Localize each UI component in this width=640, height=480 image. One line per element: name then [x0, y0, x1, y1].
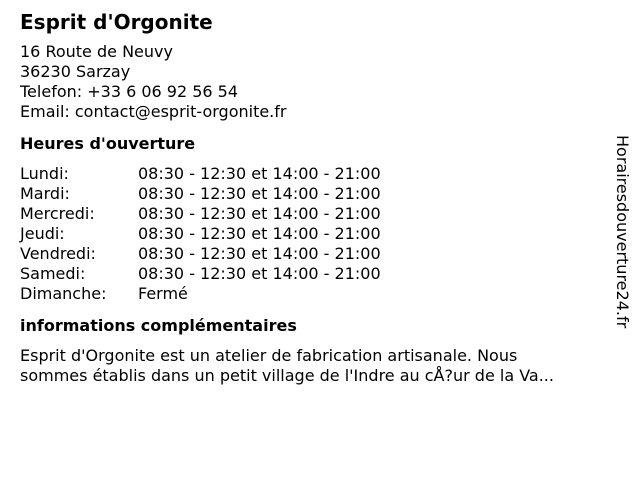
time-range: 08:30 - 12:30 et 14:00 - 21:00 [138, 164, 381, 183]
hours-row-saturday [20, 264, 610, 284]
phone-number: Telefon: +33 6 06 92 56 54 [20, 82, 239, 101]
hours-row-friday [20, 244, 610, 264]
hours-row-wednesday [20, 204, 610, 224]
store-info-card [20, 10, 610, 386]
email-address: Email: contact@esprit-orgonite.fr [20, 102, 287, 121]
day-label: Dimanche: [20, 284, 107, 303]
day-label: Samedi: [20, 264, 86, 283]
address-city: 36230 Sarzay [20, 62, 131, 81]
day-label: Lundi: [20, 164, 69, 183]
time-range: 08:30 - 12:30 et 14:00 - 21:00 [138, 204, 381, 223]
info-line: Esprit d'Orgonite est un atelier de fabrication artisanale. Nous [20, 346, 518, 365]
business-name: Esprit d'Orgonite [20, 10, 213, 34]
opening-hours-heading: Heures d'ouverture [20, 134, 196, 153]
time-range: 08:30 - 12:30 et 14:00 - 21:00 [138, 244, 381, 263]
hours-row-monday [20, 164, 610, 184]
site-watermark: Horairesdouverture24.fr [613, 135, 632, 329]
info-line: sommes établis dans un petit village de l'Indre au cÅ?ur de la Va... [20, 366, 554, 385]
time-range: 08:30 - 12:30 et 14:00 - 21:00 [138, 264, 381, 283]
opening-hours-table [20, 164, 610, 304]
hours-row-thursday [20, 224, 610, 244]
day-label: Mardi: [20, 184, 70, 203]
address-block [20, 42, 610, 122]
time-range: Fermé [138, 284, 188, 303]
day-label: Mercredi: [20, 204, 95, 223]
day-label: Jeudi: [20, 224, 65, 243]
additional-info-text [20, 346, 610, 386]
day-label: Vendredi: [20, 244, 96, 263]
hours-row-tuesday [20, 184, 610, 204]
additional-info-heading: informations complémentaires [20, 316, 297, 335]
time-range: 08:30 - 12:30 et 14:00 - 21:00 [138, 184, 381, 203]
hours-row-sunday [20, 284, 610, 304]
time-range: 08:30 - 12:30 et 14:00 - 21:00 [138, 224, 381, 243]
address-street: 16 Route de Neuvy [20, 42, 173, 61]
